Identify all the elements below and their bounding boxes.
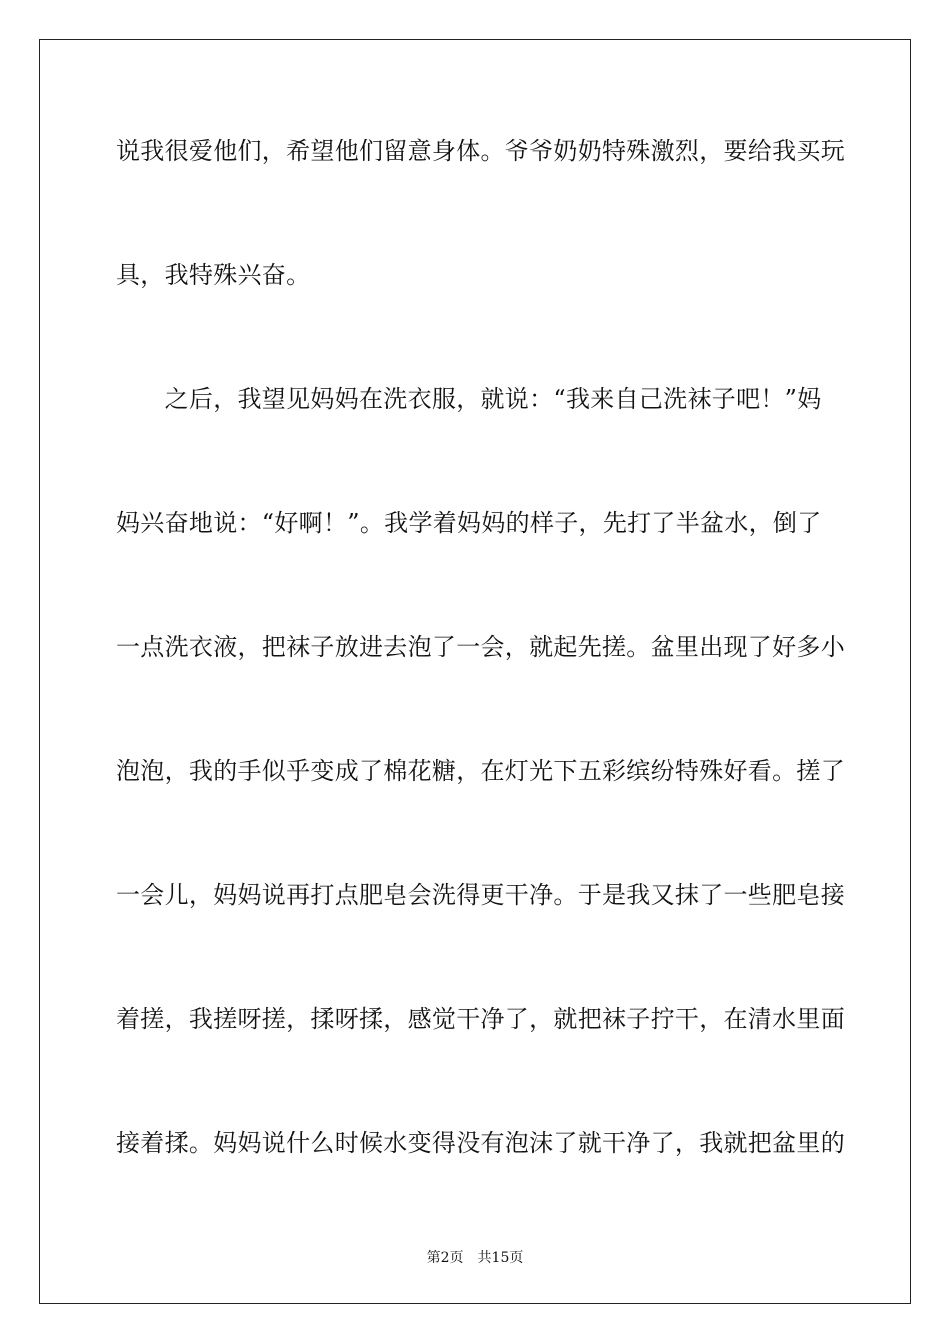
text-line-6: 泡泡，我的手似乎变成了棉花糖，在灯光下五彩缤纷特殊好看。搓了 bbox=[116, 757, 845, 785]
text-line-8: 着搓，我搓呀搓，揉呀揉，感觉干净了，就把袜子拧干，在清水里面 bbox=[116, 1005, 845, 1033]
text-line-3: 之后，我望见妈妈在洗衣服，就说：“我来自己洗袜子吧！”妈 bbox=[116, 385, 822, 413]
text-line-9: 接着揉。妈妈说什么时候水变得没有泡沫了就干净了，我就把盆里的 bbox=[116, 1129, 845, 1157]
text-line-1: 说我很爱他们，希望他们留意身体。爷爷奶奶特殊激烈，要给我买玩 bbox=[116, 137, 845, 165]
text-line-7: 一会儿，妈妈说再打点肥皂会洗得更干净。于是我又抹了一些肥皂接 bbox=[116, 881, 845, 909]
text-line-5: 一点洗衣液，把袜子放进去泡了一会，就起先搓。盆里出现了好多小 bbox=[116, 633, 845, 661]
page-border bbox=[39, 39, 911, 1304]
text-line-4: 妈兴奋地说：“好啊！”。我学着妈妈的样子，先打了半盆水，倒了 bbox=[116, 509, 822, 537]
page-total: 共15页 bbox=[477, 1250, 524, 1266]
page-number: 第2页 bbox=[426, 1250, 464, 1266]
page-footer bbox=[0, 1249, 950, 1267]
text-line-2: 具，我特殊兴奋。 bbox=[116, 261, 311, 289]
